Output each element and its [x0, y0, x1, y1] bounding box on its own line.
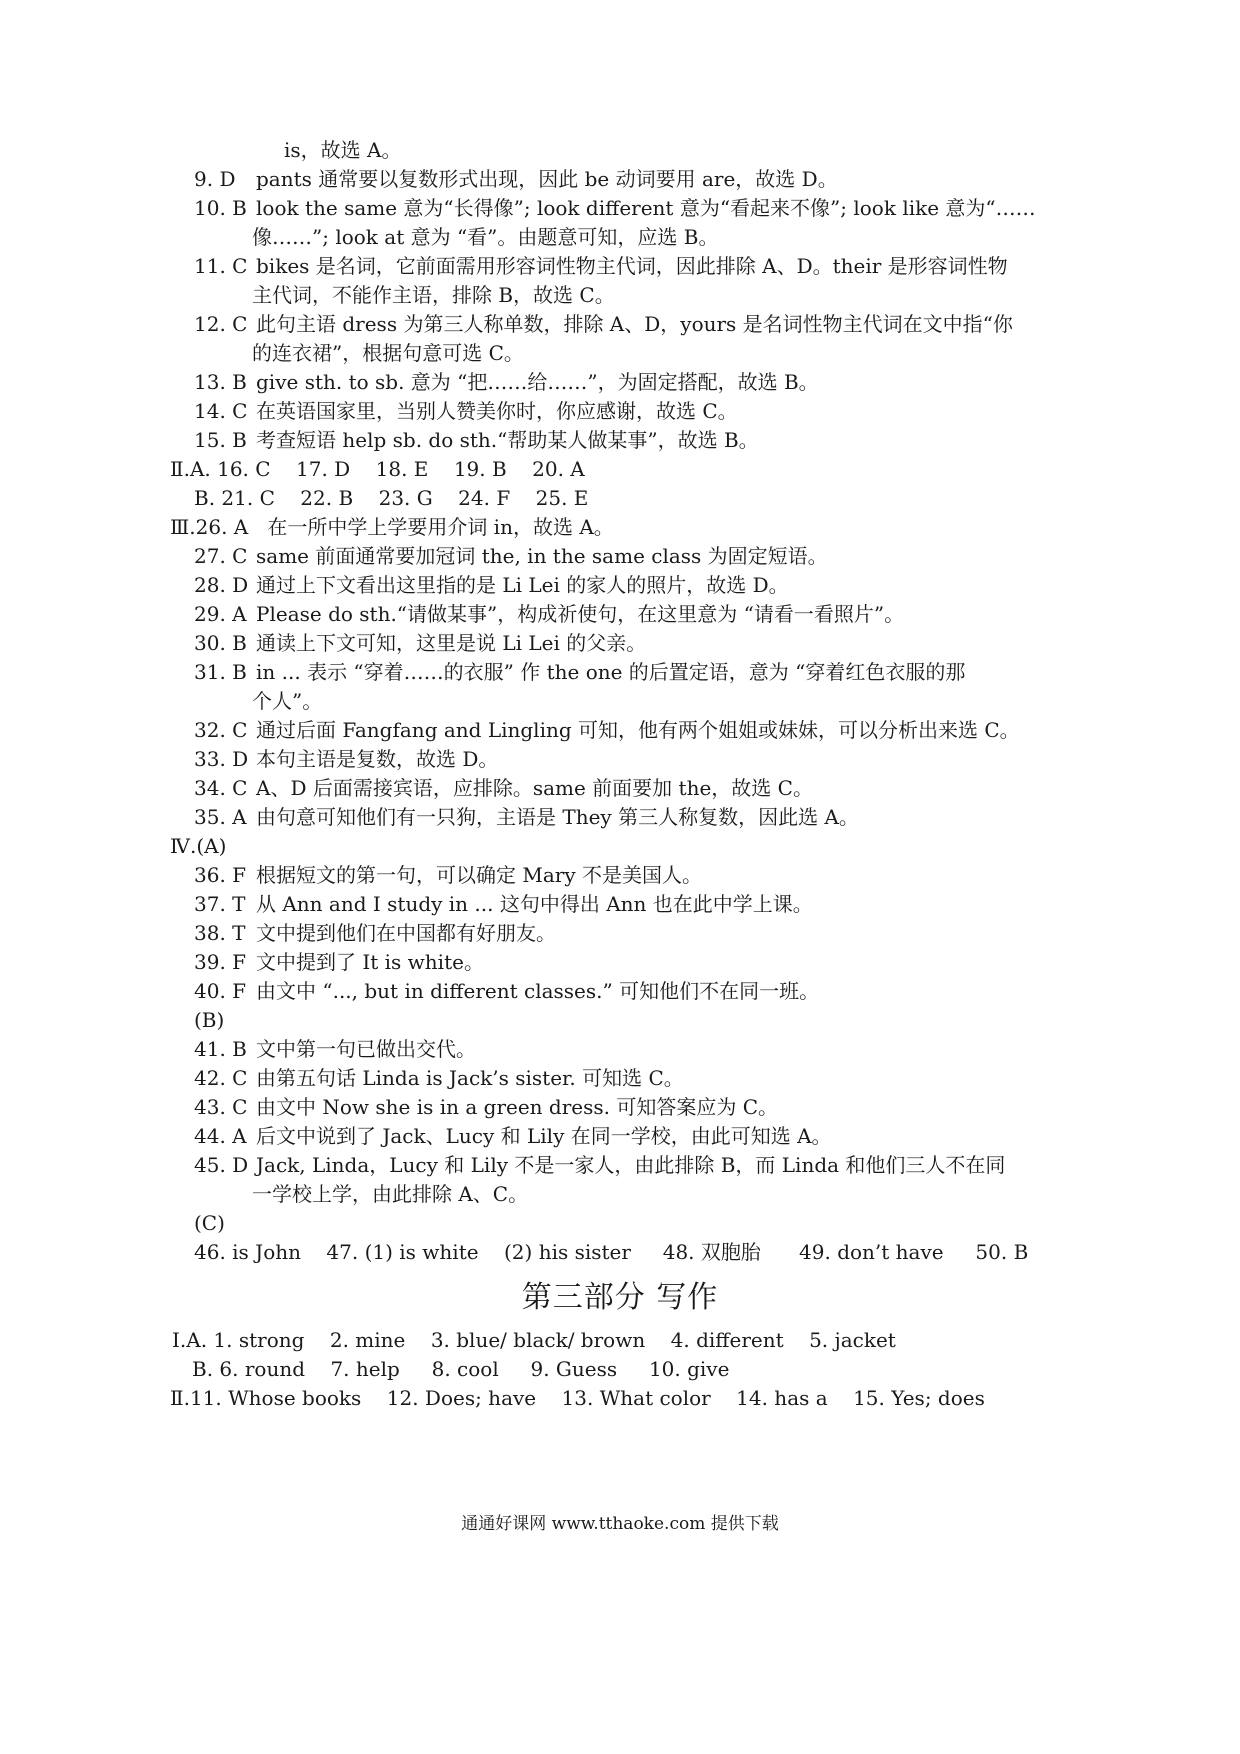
- answer-number: 44. A: [194, 1124, 247, 1148]
- answer-number: 36. F: [194, 863, 247, 887]
- answer-line-39: [194, 948, 484, 976]
- answer-number: 13. B: [194, 370, 247, 394]
- answer-explanation: 通过后面 Fangfang and Lingling 可知，他有两个姐姐或妹妹，可以分析出来选 C。: [256, 718, 1020, 742]
- answer-line-11: [194, 252, 1008, 280]
- section-iv-a-label: Ⅳ.(A): [170, 834, 227, 858]
- answer-line-34: [194, 774, 813, 802]
- answer-line-9: [194, 165, 838, 193]
- answer-line-28: [194, 571, 789, 599]
- answer-number: 28. D: [194, 573, 249, 597]
- answer-number: 10. B: [194, 196, 247, 220]
- answer-number: 29. A: [194, 602, 247, 626]
- text-line: is，故选 A。: [284, 138, 402, 162]
- answer-line-44: [194, 1122, 832, 1150]
- answer-explanation: 由文中 Now she is in a green dress. 可知答案应为 C。: [256, 1095, 779, 1119]
- answer-number: 14. C: [194, 399, 248, 423]
- answer-line-38: [194, 919, 556, 947]
- answer-number: 40. F: [194, 979, 247, 1003]
- answer-line-41: [194, 1035, 476, 1063]
- section-iv-c-answers: 46. is John 47. (1) is white (2) his sister 48. 双胞胎 49. don’t have 50. B: [194, 1240, 1029, 1264]
- page-footer: 通通好课网 www.tthaoke.com 提供下载: [461, 1514, 779, 1534]
- answer-line-37: [194, 890, 813, 918]
- answer-number: 37. T: [194, 892, 246, 916]
- answer-explanation: 考查短语 help sb. do sth.“帮助某人做某事”，故选 B。: [256, 428, 759, 452]
- answer-number: 43. C: [194, 1095, 248, 1119]
- answer-number: 34. C: [194, 776, 248, 800]
- text-line: 的连衣裙”，根据句意可选 C。: [252, 341, 524, 365]
- answer-explanation: 从 Ann and I study in ... 这句中得出 Ann 也在此中学上课。: [256, 892, 813, 916]
- section-heading: 第三部分 写作: [521, 1280, 719, 1315]
- text-line: 像……”; look at 意为 “看”。由题意可知，应选 B。: [252, 225, 719, 249]
- answer-explanation: in ... 表示 “穿着……的衣服” 作 the one 的后置定语，意为 “穿着红色衣服的那: [256, 660, 966, 684]
- answer-line-43: [194, 1093, 778, 1121]
- answer-line-14: [194, 397, 738, 425]
- answer-number: 30. B: [194, 631, 247, 655]
- section-ii-b-answers: B. 21. C 22. B 23. G 24. F 25. E: [194, 486, 589, 510]
- answer-number: 9. D: [194, 167, 236, 191]
- answer-explanation: 通读上下文可知，这里是说 Li Lei 的父亲。: [256, 631, 647, 655]
- answer-explanation: 在英语国家里，当别人赞美你时，你应感谢，故选 C。: [256, 399, 738, 423]
- answer-line-30: [194, 629, 646, 657]
- text-line: 一学校上学，由此排除 A、C。: [252, 1182, 529, 1206]
- answer-line-31: [194, 658, 965, 686]
- answer-number: 27. C: [194, 544, 248, 568]
- answer-line-36: [194, 861, 702, 889]
- answer-explanation: 由文中 “..., but in different classes.” 可知他们不在同一班。: [256, 979, 820, 1003]
- answer-explanation: 本句主语是复数，故选 D。: [256, 747, 499, 771]
- answer-line-12: [194, 310, 1013, 338]
- answer-number: 42. C: [194, 1066, 248, 1090]
- answer-explanation: Jack, Linda，Lucy 和 Lily 不是一家人，由此排除 B，而 Linda 和他们三人不在同: [256, 1153, 1006, 1177]
- answer-explanation: 此句主语 dress 为第三人称单数，排除 A、D，yours 是名词性物主代词在文中指“你: [256, 312, 1013, 336]
- answer-explanation: A、D 后面需接宾语，应排除。same 前面要加 the，故选 C。: [256, 776, 813, 800]
- answer-line-10: [194, 194, 1036, 222]
- answer-number: 45. D: [194, 1153, 249, 1177]
- answer-explanation: 文中提到了 It is white。: [256, 950, 484, 974]
- answer-explanation: pants 通常要以复数形式出现，因此 be 动词要用 are，故选 D。: [256, 167, 838, 191]
- answer-line-33: [194, 745, 498, 773]
- answer-explanation: 文中提到他们在中国都有好朋友。: [256, 921, 556, 945]
- answer-line-32: [194, 716, 1020, 744]
- writing-ii-answers: Ⅱ.11. Whose books 12. Does; have 13. What color 14. has a 15. Yes; does: [170, 1386, 985, 1410]
- answer-explanation: 文中第一句已做出交代。: [256, 1037, 476, 1061]
- answer-number: 38. T: [194, 921, 246, 945]
- answer-number: 35. A: [194, 805, 247, 829]
- answer-line-26: Ⅲ.26. A 在一所中学上学要用介词 in，故选 A。: [170, 515, 614, 539]
- answer-line-27: [194, 542, 828, 570]
- answer-line-13: [194, 368, 819, 396]
- answer-number: 32. C: [194, 718, 248, 742]
- answer-number: 39. F: [194, 950, 247, 974]
- text-line: 主代词，不能作主语，排除 B，故选 C。: [252, 283, 615, 307]
- text-line: 个人”。: [252, 689, 323, 713]
- answer-number: 11. C: [194, 254, 248, 278]
- answer-explanation: same 前面通常要加冠词 the, in the same class 为固定短语。: [256, 544, 828, 568]
- answer-line-45: [194, 1151, 1005, 1179]
- answer-explanation: bikes 是名词，它前面需用形容词性物主代词，因此排除 A、D。their 是形容词性物: [256, 254, 1008, 278]
- answer-line-35: [194, 803, 859, 831]
- writing-i-a-answers: Ⅰ.A. 1. strong 2. mine 3. blue/ black/ brown 4. different 5. jacket: [172, 1328, 896, 1352]
- answer-explanation: 由句意可知他们有一只狗，主语是 They 第三人称复数，因此选 A。: [256, 805, 859, 829]
- answer-number: 31. B: [194, 660, 247, 684]
- answer-explanation: give sth. to sb. 意为 “把……给……”，为固定搭配，故选 B。: [256, 370, 819, 394]
- answer-explanation: 根据短文的第一句，可以确定 Mary 不是美国人。: [256, 863, 702, 887]
- writing-i-b-answers: B. 6. round 7. help 8. cool 9. Guess 10. give: [192, 1357, 730, 1381]
- section-iv-b-label: (B): [194, 1008, 225, 1032]
- answer-explanation: 后文中说到了 Jack、Lucy 和 Lily 在同一学校，由此可知选 A。: [256, 1124, 832, 1148]
- answer-explanation: 通过上下文看出这里指的是 Li Lei 的家人的照片，故选 D。: [256, 573, 789, 597]
- answer-line-40: [194, 977, 819, 1005]
- answer-number: 12. C: [194, 312, 248, 336]
- answer-line-15: [194, 426, 759, 454]
- answer-explanation: look the same 意为“长得像”; look different 意为“看起来不像”; look like 意为“……: [256, 196, 1036, 220]
- answer-number: 41. B: [194, 1037, 247, 1061]
- answer-line-29: [194, 600, 904, 628]
- answer-line-42: [194, 1064, 684, 1092]
- answer-number: 15. B: [194, 428, 247, 452]
- answer-explanation: Please do sth.“请做某事”，构成祈使句，在这里意为 “请看一看照片”。: [256, 602, 905, 626]
- answer-number: 33. D: [194, 747, 249, 771]
- section-iv-c-label: (C): [194, 1211, 225, 1235]
- answer-explanation: 由第五句话 Linda is Jack’s sister. 可知选 C。: [256, 1066, 684, 1090]
- section-ii-a-answers: Ⅱ.A. 16. C 17. D 18. E 19. B 20. A: [170, 457, 585, 481]
